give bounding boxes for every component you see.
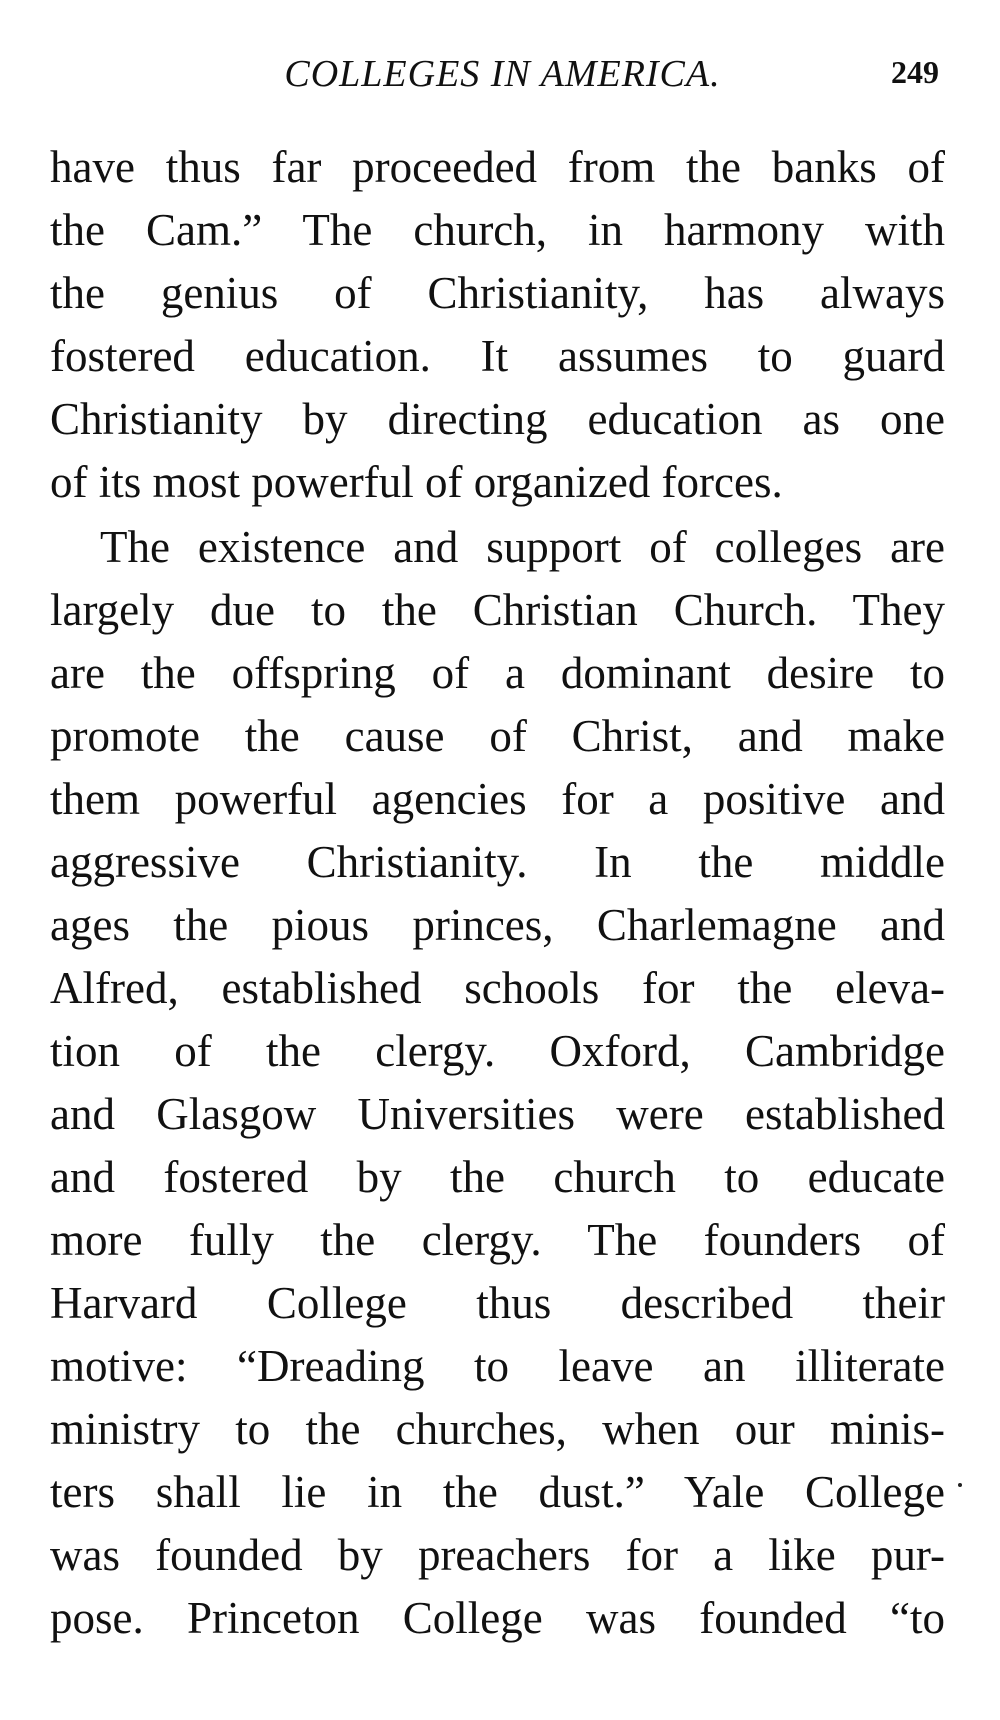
text-line: have thus far proceeded from the banks of [50, 142, 945, 192]
text-line: them powerful agencies for a positive and [50, 774, 945, 824]
text-line: and fostered by the church to educate [50, 1152, 945, 1202]
text-line: tion of the clergy. Oxford, Cambridge [50, 1026, 945, 1076]
text-line: and Glasgow Universities were established [50, 1089, 945, 1139]
text-line: ministry to the churches, when our minis- [50, 1404, 945, 1454]
text-line: largely due to the Christian Church. They [50, 585, 945, 635]
page-number: 249 [891, 54, 939, 90]
text-line: more fully the clergy. The founders of [50, 1215, 945, 1265]
text-line: fostered education. It assumes to guard [50, 331, 945, 381]
text-line: motive: “Dreading to leave an illiterate [50, 1341, 945, 1391]
text-line: The existence and support of colleges are [100, 522, 945, 572]
running-title: COLLEGES IN AMERICA. [284, 53, 721, 95]
body-text [50, 136, 945, 1650]
print-speck [958, 1483, 962, 1487]
text-line: ters shall lie in the dust.” Yale College [50, 1467, 945, 1517]
text-line: aggressive Christianity. In the middle [50, 837, 945, 887]
paragraph-1 [50, 136, 945, 514]
page-header [50, 52, 945, 102]
text-line: the genius of Christianity, has always [50, 268, 945, 318]
text-line: the Cam.” The church, in harmony with [50, 205, 945, 255]
text-line: are the offspring of a dominant desire to [50, 648, 945, 698]
text-line: Harvard College thus described their [50, 1278, 945, 1328]
text-line: was founded by preachers for a like pur- [50, 1530, 945, 1580]
text-line: ages the pious princes, Charlemagne and [50, 900, 945, 950]
text-line: Alfred, established schools for the eleva- [50, 963, 945, 1013]
text-line: Christianity by directing education as one [50, 394, 945, 444]
text-line: promote the cause of Christ, and make [50, 711, 945, 761]
text-line: pose. Princeton College was founded “to [50, 1593, 945, 1643]
paragraph-2 [50, 516, 945, 1650]
text-line: of its most powerful of organized forces. [50, 457, 783, 507]
